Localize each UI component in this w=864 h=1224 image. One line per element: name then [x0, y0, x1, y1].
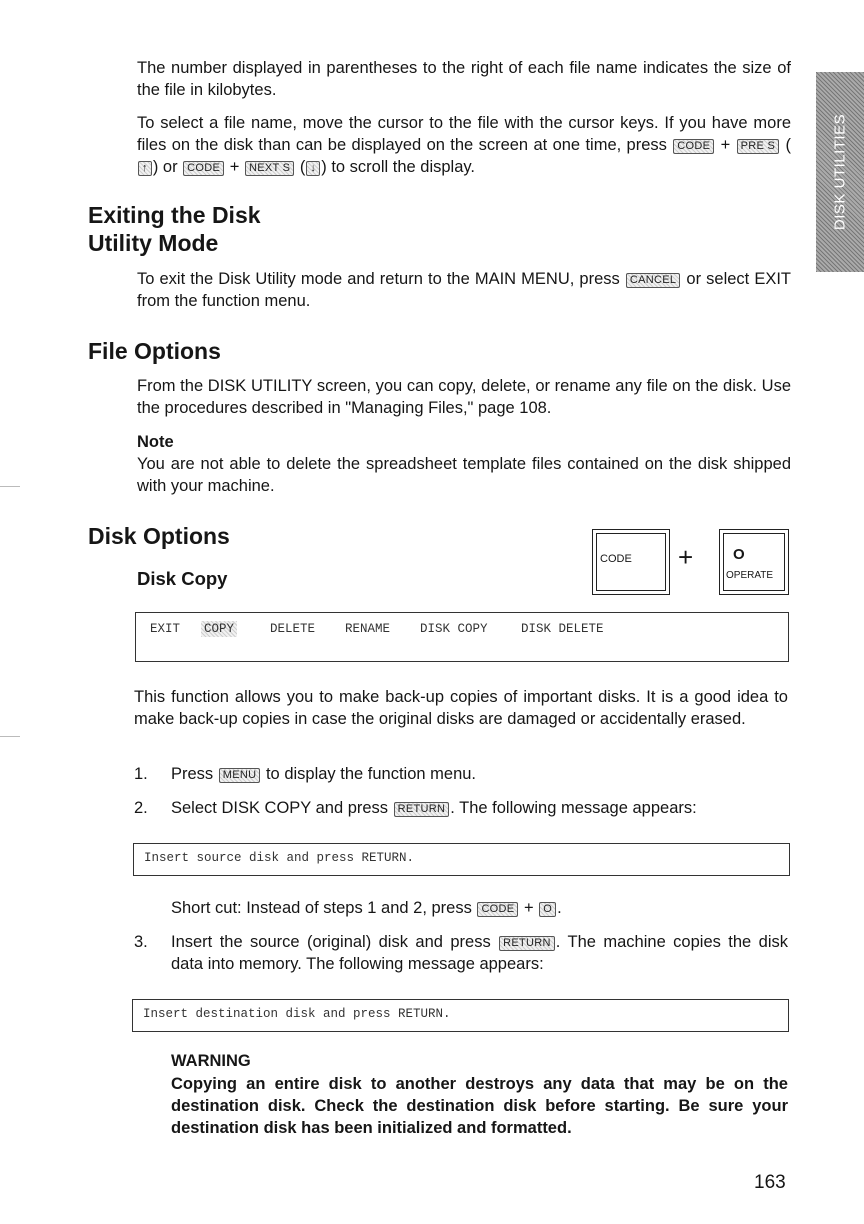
cancel-key: CANCEL [626, 273, 680, 288]
step-1-text [171, 763, 788, 785]
code-keycap [592, 529, 670, 595]
heading-exiting-line1: Exiting the Disk [88, 202, 261, 228]
keycap-plus-sign: + [678, 542, 694, 572]
intro-paragraph-scroll: To select a file name, move the cursor to the file with the cursor keys. If you have more files on the disk than can be displayed on the screen at one time, press CODE + PRE S (↑ ) or CODE + NEXT S ( ↓ ) to scroll the display. [137, 114, 791, 176]
step-2-number: 2. [134, 799, 148, 817]
heading-disk-copy: Disk Copy [137, 568, 228, 589]
step-3-number: 3. [134, 933, 148, 951]
menu-item-copy-selected: COPY [201, 621, 237, 637]
intro-paragraph-size: The number displayed in parentheses to the right of each file name indicates the size of the file in kilobytes. [137, 59, 791, 99]
menu-item-exit: EXIT [150, 622, 181, 636]
step-2-text-b: . The following message appears: [450, 799, 697, 817]
shortcut-text [171, 897, 788, 919]
heading-file-options: File Options [88, 338, 221, 364]
o-key: O [539, 902, 556, 917]
shortcut-period: . [557, 899, 562, 917]
note-text: You are not able to delete the spreadsheet template files contained on the disk shipped with your machine. [137, 455, 791, 495]
code-key: CODE [673, 139, 714, 154]
step-3-text-a: Insert the source (original) disk and press [171, 933, 491, 951]
step-1-text-a: Press [171, 765, 214, 783]
step-3-text-b: . The machine copies the disk data into memory. The following message appears: [171, 933, 789, 973]
disk-copy-intro: This function allows you to make back-up copies of important disks. It is a good idea to make back-up copies in case the original disks are damaged or accidentally erased. [134, 688, 788, 728]
step-2-text [171, 797, 788, 819]
menu-item-disk-delete: DISK DELETE [521, 622, 604, 636]
heading-exiting-line2: Utility Mode [88, 230, 219, 256]
o-operate-keycap [719, 529, 789, 595]
plus-sign: + [524, 899, 534, 917]
message-source-text: Insert source disk and press RETURN. [144, 851, 415, 865]
message-screen-destination [132, 999, 789, 1032]
menu-key: MENU [219, 768, 261, 783]
exiting-text-a: To exit the Disk Utility mode and return to the MAIN MENU, press [137, 270, 620, 288]
intro-scroll-text-b: to scroll the display. [331, 158, 476, 176]
warning-text: Copying an entire disk to another destroys any data that may be on the destination disk. Check the destination disk before starting. Be sure your destination disk has been initialized and formatted. [171, 1075, 788, 1137]
message-destination-text: Insert destination disk and press RETURN. [143, 1007, 451, 1021]
menu-item-delete: DELETE [270, 622, 316, 636]
heading-exiting [88, 201, 261, 257]
section-side-tab [816, 72, 864, 272]
margin-mark [0, 736, 20, 737]
step-2-text-a: Select DISK COPY and press [171, 799, 389, 817]
message-screen-source [133, 843, 790, 876]
side-tab-label: DISK UTILITIES [831, 113, 849, 231]
intro-scroll-text-a: To select a file name, move the cursor to the file with the cursor keys. If you have more files on the disk than can be displayed on the screen at one time, press [137, 114, 791, 154]
exiting-paragraph [137, 268, 791, 312]
code-key: CODE [477, 902, 518, 917]
warning-label: WARNING [171, 1052, 251, 1070]
arrow-up-icon: ↑ [138, 161, 152, 176]
pres-key: PRE S [737, 139, 780, 154]
operate-keycap-label: OPERATE [726, 570, 774, 581]
shortcut-text-a: Short cut: Instead of steps 1 and 2, press [171, 899, 472, 917]
code-key: CODE [183, 161, 224, 176]
o-keycap-label: O [733, 546, 745, 563]
plus-sign: + [720, 136, 731, 154]
nexts-key: NEXT S [245, 161, 294, 176]
menu-item-disk-copy: DISK COPY [420, 622, 488, 636]
o-operate-keycap-face [723, 533, 785, 591]
or-word: or [162, 158, 178, 176]
heading-disk-options: Disk Options [88, 523, 230, 549]
note-label: Note [137, 433, 174, 451]
code-keycap-label: CODE [600, 553, 632, 565]
return-key: RETURN [499, 936, 555, 951]
step-3-text [171, 931, 788, 975]
exiting-text-b: or select EXIT from the function menu. [137, 270, 791, 310]
step-1-text-b: to display the function menu. [265, 765, 477, 783]
step-1-number: 1. [134, 765, 148, 783]
plus-sign: + [229, 158, 240, 176]
function-menu-screen [135, 612, 789, 662]
menu-item-rename: RENAME [345, 622, 391, 636]
code-keycap-face [596, 533, 666, 591]
return-key: RETURN [394, 802, 450, 817]
file-options-paragraph: From the DISK UTILITY screen, you can copy, delete, or rename any file on the disk. Use the procedures described in "Managing Files," page 108. [137, 377, 791, 417]
margin-mark [0, 486, 20, 487]
arrow-down-icon: ↓ [306, 161, 320, 176]
page-number: 163 [754, 1172, 786, 1193]
